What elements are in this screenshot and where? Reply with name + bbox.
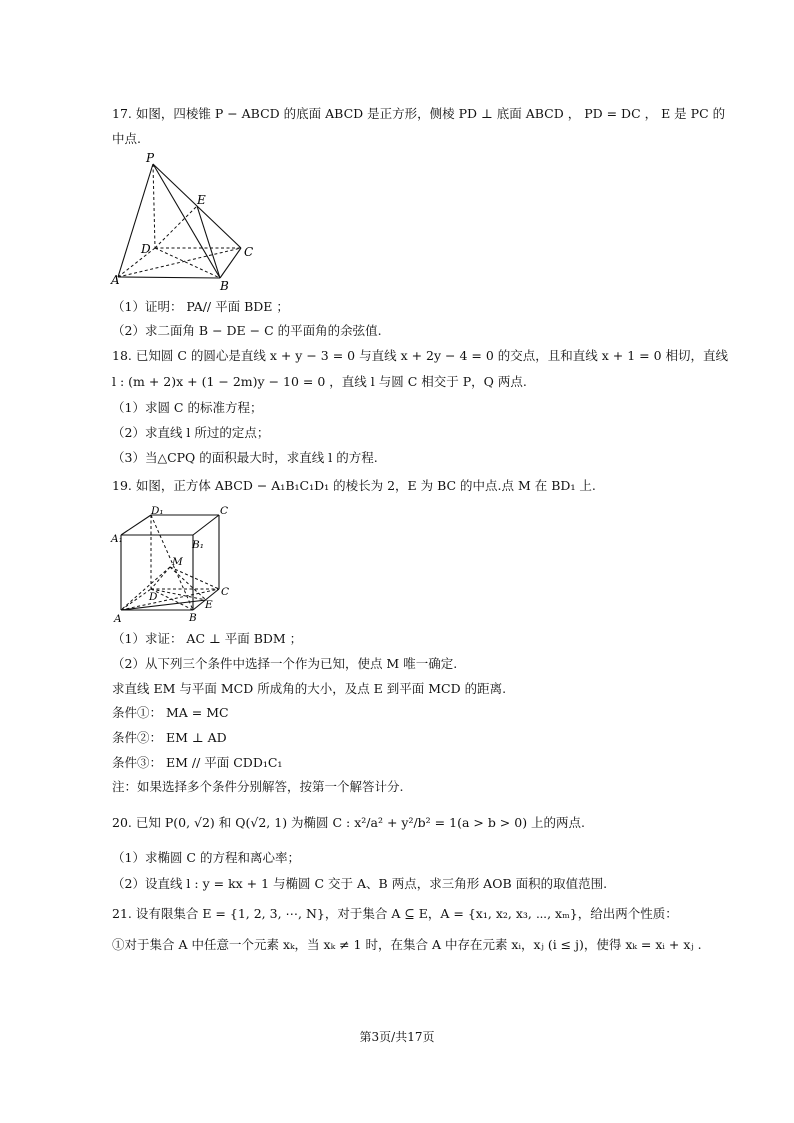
vertex-label-D: D	[141, 242, 151, 256]
q19-condition-3: 条件③： EM // 平面 CDD₁C₁	[112, 755, 283, 770]
q17-part-1: （1）证明： PA// 平面 BDE ；	[112, 299, 289, 314]
q18-stem-line-1: 18. 已知圆 C 的圆心是直线 x + y − 3 = 0 与直线 x + 2y − 4 = 0 的交点，且和直线 x + 1 = 0 相切，直线	[112, 348, 729, 363]
vertex-label-C1: C	[220, 505, 229, 517]
cube-diagram	[108, 505, 238, 627]
q20-stem: 20. 已知 P(0, √2) 和 Q(√2, 1) 为椭圆 C : x²/a² + y²/b² = 1(a > b > 0) 上的两点.	[112, 815, 586, 830]
vertex-label-P: P	[146, 151, 155, 165]
page-footer: 第3页/共17页	[359, 1030, 435, 1044]
vertex-label-E: E	[197, 193, 206, 207]
q18-part-3: （3）当△CPQ 的面积最大时，求直线 l 的方程.	[112, 450, 378, 465]
q19-condition-2: 条件②： EM ⊥ AD	[112, 730, 227, 745]
pyramid-diagram	[108, 150, 268, 296]
q17-stem-line-2: 中点.	[112, 131, 141, 146]
vertex-label-B1: B₁	[192, 539, 204, 551]
q19-note: 注：如果选择多个条件分别解答，按第一个解答计分.	[112, 779, 404, 794]
vertex-label-A: A	[111, 273, 120, 287]
vertex-label-C: C	[221, 586, 230, 598]
vertex-label-D1: D₁	[151, 505, 164, 517]
q19-stem: 19. 如图，正方体 ABCD − A₁B₁C₁D₁ 的棱长为 2，E 为 BC 的中点.点 M 在 BD₁ 上.	[112, 478, 596, 493]
vertex-label-D: D	[149, 591, 158, 603]
q18-stem-line-2: l : (m + 2)x + (1 − 2m)y − 10 = 0 ，直线 l 与圆 C 相交于 P，Q 两点.	[112, 374, 527, 389]
q18-part-1: （1）求圆 C 的标准方程；	[112, 400, 263, 415]
q21-property-1: ①对于集合 A 中任意一个元素 xₖ，当 xₖ ≠ 1 时，在集合 A 中存在元素 xᵢ，xⱼ (i ≤ j)，使得 xₖ = xᵢ + xⱼ .	[112, 937, 702, 952]
q20-part-2: （2）设直线 l : y = kx + 1 与椭圆 C 交于 A、B 两点，求三角形 AOB 面积的取值范围.	[112, 876, 608, 891]
q19-part-2: （2）从下列三个条件中选择一个作为已知，使点 M 唯一确定.	[112, 656, 458, 671]
q18-part-2: （2）求直线 l 所过的定点；	[112, 425, 270, 440]
vertex-label-E: E	[205, 599, 213, 611]
q17-part-2: （2）求二面角 B − DE − C 的平面角的余弦值.	[112, 323, 382, 338]
vertex-label-A: A	[114, 613, 122, 625]
vertex-label-M: M	[172, 556, 183, 568]
vertex-label-B: B	[220, 279, 229, 293]
vertex-label-C: C	[244, 245, 254, 259]
q21-stem: 21. 设有限集合 E = {1, 2, 3, ⋯, N}，对于集合 A ⊆ E，A = {x₁, x₂, x₃, ⋯, xₘ}，给出两个性质：	[112, 906, 678, 921]
q19-cube-figure	[108, 505, 238, 627]
q19-condition-1: 条件①： MA = MC	[112, 705, 229, 720]
q20-part-1: （1）求椭圆 C 的方程和离心率；	[112, 850, 300, 865]
q17-stem-line-1: 17. 如图，四棱锥 P − ABCD 的底面 ABCD 是正方形，侧棱 PD ⊥ 底面 ABCD ， PD = DC ， E 是 PC 的	[112, 106, 726, 121]
q19-part-1: （1）求证： AC ⊥ 平面 BDM ；	[112, 631, 303, 646]
q19-question: 求直线 EM 与平面 MCD 所成角的大小，及点 E 到平面 MCD 的距离.	[112, 681, 507, 696]
q17-pyramid-figure	[108, 150, 268, 296]
vertex-label-B: B	[189, 612, 197, 624]
vertex-label-A1: A₁	[111, 533, 123, 545]
